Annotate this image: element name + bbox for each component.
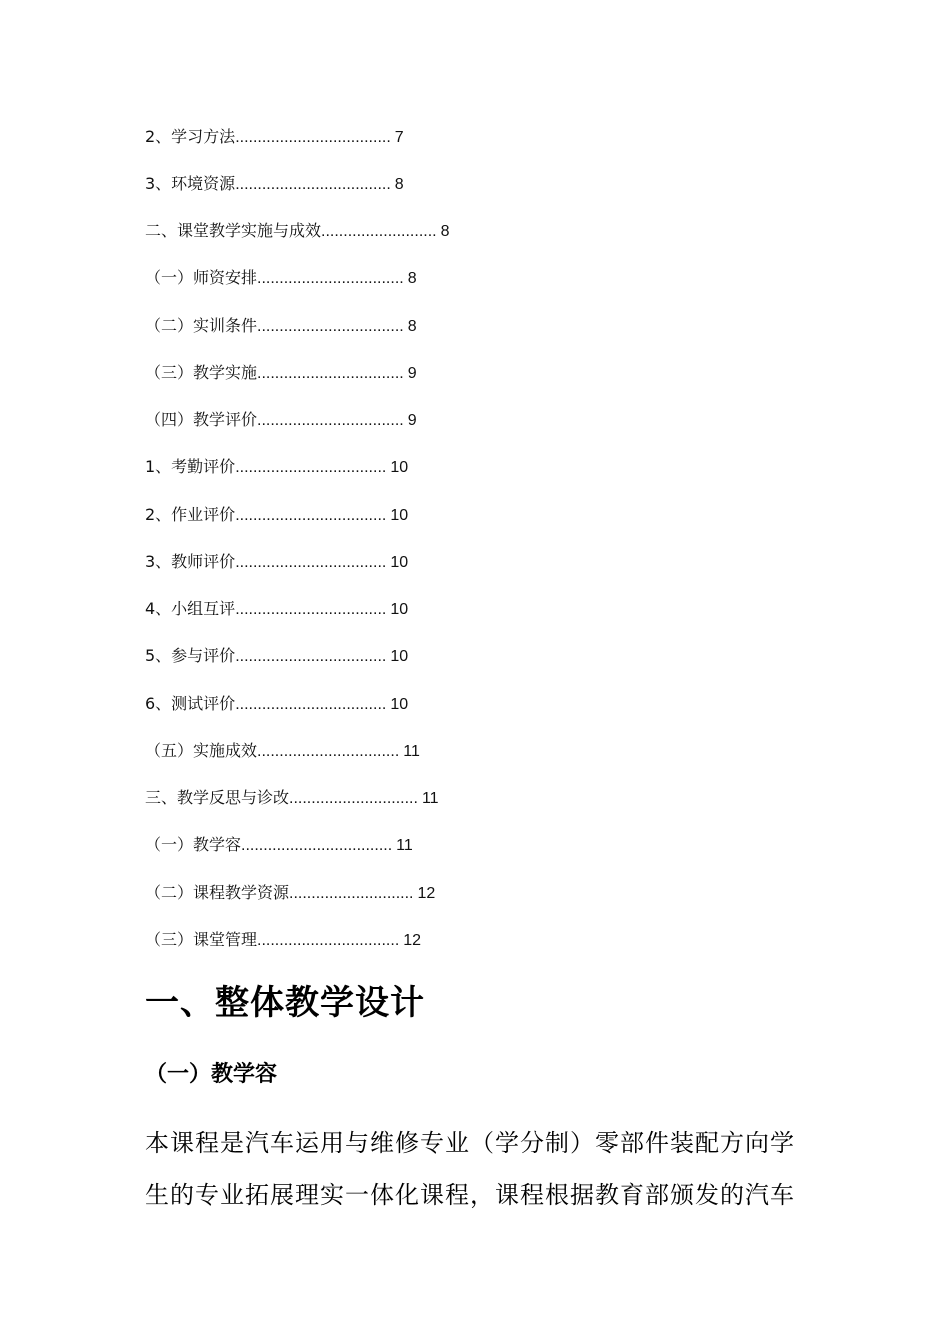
toc-page-number: 11 [421, 790, 439, 807]
toc-entry[interactable] [145, 174, 404, 195]
toc-entry[interactable] [145, 646, 408, 667]
toc-leader-dots: .................................. [235, 507, 387, 524]
toc-entry-label: （三）教学实施 [145, 363, 258, 382]
toc-entry-label: 3、教师评价 [145, 552, 236, 571]
toc-page-number: 10 [390, 648, 409, 665]
toc-page-number: 11 [396, 837, 413, 854]
toc-page-number: 11 [403, 743, 420, 760]
toc-leader-dots: ................................ [257, 932, 400, 949]
toc-leader-dots: .................................. [241, 837, 393, 854]
toc-page-number: 12 [417, 885, 436, 902]
toc-entry[interactable] [145, 835, 413, 856]
toc-leader-dots: ................................. [257, 365, 404, 382]
toc-leader-dots: .................................. [235, 554, 387, 571]
toc-entry-label: 三、教学反思与诊改 [145, 788, 290, 807]
section-heading: 一、整体教学设计 [145, 983, 425, 1023]
toc-page-number: 9 [407, 412, 417, 429]
toc-page-number: 10 [390, 601, 409, 618]
toc-entry[interactable] [145, 741, 420, 762]
toc-entry-label: 1、考勤评价 [145, 457, 236, 476]
toc-entry[interactable] [145, 221, 450, 242]
toc-page-number: 12 [403, 932, 422, 949]
toc-leader-dots: ................................. [257, 412, 404, 429]
toc-leader-dots: ................................. [257, 318, 404, 335]
paragraph-line: 生的专业拓展理实一体化课程，课程根据教育部颁发的汽车 [145, 1181, 795, 1209]
toc-entry-label: （五）实施成效 [145, 741, 258, 760]
toc-leader-dots: ................................. [257, 270, 404, 287]
toc-page-number: 8 [407, 270, 417, 287]
toc-entry-label: 5、参与评价 [145, 646, 236, 665]
toc-entry[interactable] [145, 457, 408, 478]
toc-entry[interactable] [145, 788, 439, 809]
toc-page-number: 8 [440, 223, 450, 240]
toc-entry-label: 2、作业评价 [145, 505, 236, 524]
subsection-heading: （一）教学容 [145, 1062, 278, 1087]
toc-page-number: 8 [394, 176, 404, 193]
toc-entry[interactable] [145, 363, 417, 384]
toc-entry-label: 6、测试评价 [145, 694, 236, 713]
toc-entry[interactable] [145, 127, 404, 148]
toc-entry-label: 二、课堂教学实施与成效 [145, 221, 322, 240]
toc-entry[interactable] [145, 552, 408, 573]
toc-entry-label: 3、环境资源 [145, 174, 236, 193]
toc-entry-label: 2、学习方法 [145, 127, 236, 146]
toc-entry[interactable] [145, 505, 408, 526]
toc-page-number: 10 [390, 507, 409, 524]
toc-leader-dots: .................................. [235, 601, 387, 618]
toc-entry[interactable] [145, 694, 408, 715]
toc-leader-dots: .................................. [235, 459, 387, 476]
toc-entry[interactable] [145, 930, 421, 951]
toc-entry-label: （二）课程教学资源 [145, 883, 290, 902]
toc-entry-label: （一）教学容 [145, 835, 242, 854]
toc-entry[interactable] [145, 268, 417, 289]
toc-leader-dots: ............................. [289, 790, 418, 807]
toc-entry[interactable] [145, 883, 435, 904]
toc-entry-label: （三）课堂管理 [145, 930, 258, 949]
toc-leader-dots: ............................ [289, 885, 414, 902]
paragraph-line: 本课程是汽车运用与维修专业（学分制）零部件装配方向学 [145, 1129, 795, 1157]
toc-entry[interactable] [145, 316, 417, 337]
toc-leader-dots: ................................... [235, 176, 391, 193]
toc-page-number: 7 [394, 129, 404, 146]
toc-leader-dots: .................................. [235, 696, 387, 713]
toc-page-number: 8 [407, 318, 417, 335]
toc-leader-dots: ................................... [235, 129, 391, 146]
toc-page-number: 9 [407, 365, 417, 382]
toc-page-number: 10 [390, 696, 409, 713]
toc-entry[interactable] [145, 599, 408, 620]
toc-entry-label: （四）教学评价 [145, 410, 258, 429]
toc-entry-label: （二）实训条件 [145, 316, 258, 335]
toc-entry[interactable] [145, 410, 417, 431]
toc-entry-label: （一）师资安排 [145, 268, 258, 287]
toc-page-number: 10 [390, 459, 409, 476]
toc-page-number: 10 [390, 554, 409, 571]
toc-leader-dots: .................................. [235, 648, 387, 665]
toc-leader-dots: ................................ [257, 743, 400, 760]
toc-entry-label: 4、小组互评 [145, 599, 236, 618]
toc-leader-dots: .......................... [321, 223, 437, 240]
